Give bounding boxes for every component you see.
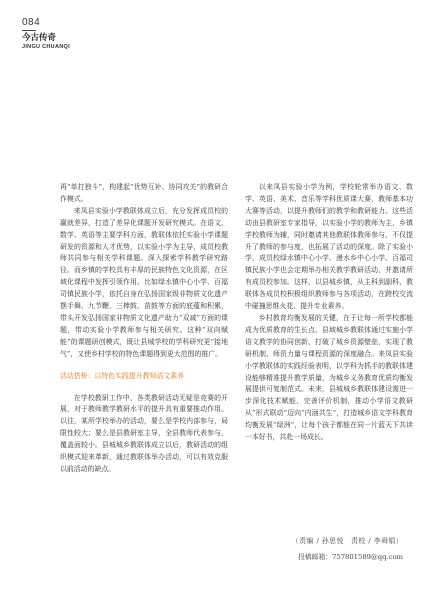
section-subheading: 活动搭桥：以特色实践提升教师语文素养	[60, 372, 185, 380]
paragraph-example: 以来凤县实验小学为例，学校轮常举办语文、数学、英语、美术、音乐等学科优质课大赛，教师基本功大赛等活动，以提升教师们的教学和教研能力。这些活动由县教研室专家指导，以实验小学的教师为主，乡镇学校教师为辅，同时邀请其他教联体教师参与，不仅提升了教师的参与度，也拓展了活动的深度。除了实验小学，成员校绿水镇中心小学、漫水乡中心小学、百福司镇民族小学也会定期举办相关教学教研活动，并邀请所有成员校参加。这样，以县城乡镇，从主科到副科，教联体各成员校积极组织教师参与各项活动，在跨校交流中碰撞思维火花、提升专业素养。	[245, 183, 413, 311]
paragraph-curriculum-research: 来凤县实验小学教联体成立后，充分发挥成员校的赢就差异，打造了差异化课题开发研究模式。在语文、数学、英语等主要学科方面，教联体依托实验小学课题研发的资源和人才优势，以实验小学为主导，成员校教师共同参与相关学科课题。深入探索学科教学研究路径。而乡镇的学校具有丰厚的民族特色文化资源，在区域化课程中发挥引领作用。比如绿水镇中心小学、百福司镇民族小学，依托自身在弘扬国家级非物质文化遗产摆手舞、九节鞭、三棒鼓、苗鼓等方面的底蕴和积累，带头开发弘扬国家非物质文化遗产助力“双减”方面的课题，带动实验小学教师参与相关研究。这种“双向赋能”的课题研创模式，既让县城学校的学科研究更“接地气”，又使乡村学校的特色课题得到更大范围的推广。	[60, 206, 228, 358]
magazine-name-cn: 今古传奇	[22, 33, 57, 43]
article-right-column	[245, 182, 413, 444]
editor-credit: （责编 / 孙思悦 责校 / 李舜娟）	[291, 537, 403, 545]
article-left-column	[60, 182, 228, 476]
running-header	[22, 17, 70, 50]
page-number: 084	[22, 17, 41, 28]
paragraph-activities: 在学校教研工作中，各类教研活动无疑是竞赛的开展，对于教师教学教研水平的提升具有重要推动作用。以往，某所学校举办的活动，要么是学校内部参与，局限性较大；要么是县教研室主导，全县教师代表参与，覆盖面较小。县城城乡教联体成立以后，教研活动的组织模式迎来革新，通过教联体举办活动，可以有效克服以前活动的缺点。	[60, 393, 228, 473]
magazine-name-en: JINGU CHUANQI	[22, 44, 70, 50]
paragraph-continuation: 再“单打独斗”，构建起“优势互补、协同攻关”的教研合作模式。	[60, 183, 228, 203]
submission-email: 投稿邮箱：757801589@qq.com	[298, 553, 403, 561]
paragraph-conclusion: 乡村教育均衡发展的关键，在于让每一所学校都能成为优质教育的生长点。县域城乡教联体通过实施小学语文教学的协同创新，打破了城乡资源壁垒，实现了教研机制、师资力量与课程资源的深度融合。来凤县实验小学教联体的实践经验表明，以学科为抓手的教联体建设能够精准提升教学质量，为城乡义务教育优质均衡发展提供可复制范式。未来，县城城乡教联体建设需进一步深化技术赋能、完善评价机制，推动小学语文教研从“形式联动”迈向“内涵共生”，打造城乡语文学科教育均衡发展“绿洲”，让每个孩子都能在同一片蓝天下共读一本好书，共赴一场成长。	[245, 313, 413, 442]
header-rule	[22, 30, 36, 31]
